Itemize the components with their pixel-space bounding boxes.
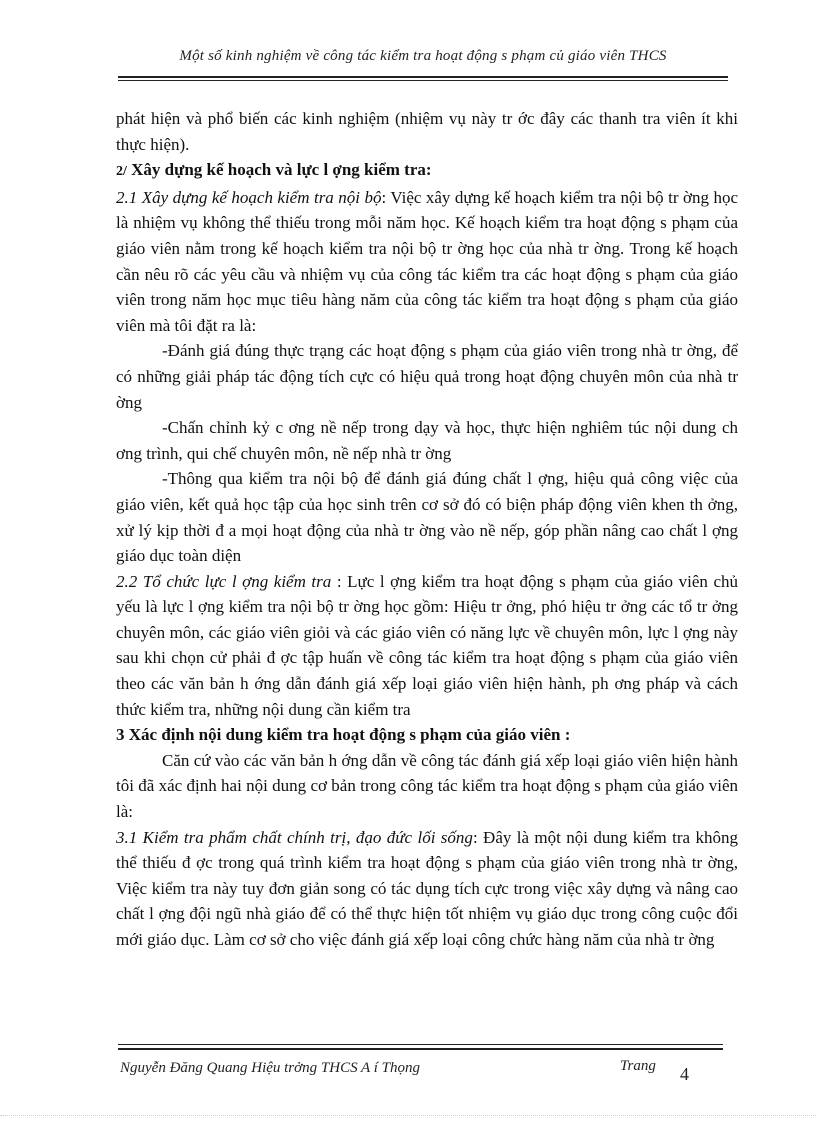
section-heading-3: 3 Xác định nội dung kiểm tra hoạt động s phạm của giáo viên : [116, 725, 571, 745]
paragraph-2-1 [116, 185, 738, 339]
subsection-title-2-2: 2.2 Tổ chức lực l ợng kiểm tra [116, 571, 332, 591]
subsection-body-3-1: : Đây là một nội dung kiểm tra không thể thiếu đ ợc trong quá trình kiểm tra hoạt động s phạm của giáo viên trong nhà tr ờng, Việc kiểm tra này tuy đơn giản song có tác dụng tích cực trong việc xây dựng và nâng cao chất l ợng đội ngũ nhà giáo để có thể thực hiện tốt nhiệm vụ giáo dục trong công cuộc đổi mới giáo dục. Làm cơ sở cho việc đánh giá xếp loại công chức hàng năm của nhà tr ờng [116, 827, 739, 949]
section-heading-text: Xây dựng kế hoạch và lực l ợng kiểm tra: [131, 160, 432, 180]
bullet-item-2: -Chấn chỉnh kỷ c ơng nề nếp trong dạy và học, thực hiện nghiêm túc nội dung ch ơng trình, qui chế chuyên môn, nề nếp nhà tr ờng [116, 418, 738, 463]
footer-rule-thick [118, 1048, 723, 1050]
header-rule [118, 76, 728, 78]
bullet-item-3: -Thông qua kiểm tra nội bộ để đánh giá đúng chất l ợng, hiệu quả công việc của giáo viên, kết quả học tập của học sinh trên cơ sở đó có biện pháp động viên khen th ởng, xử lý kịp thời đ a mọi hoạt động của nhà tr ờng vào nề nếp, góp phần nâng cao chất l ợng giáo dục toàn diện [116, 469, 738, 566]
paragraph-intro: phát hiện và phổ biến các kinh nghiệm (nhiệm vụ này tr ớc đây các thanh tra viên ít khi thực hiện). [116, 109, 738, 154]
subsection-title-3-1: 3.1 Kiểm tra phẩm chất chính trị, đạo đức lối sống [116, 827, 473, 847]
footer-rule [118, 1044, 723, 1045]
paragraph-3: Căn cứ vào các văn bản h ớng dẫn về công tác đánh giá xếp loại giáo viên hiện hành tôi đã xác định hai nội dung cơ bản trong công tác kiểm tra hoạt động s phạm của giáo viên là: [116, 750, 738, 822]
subsection-body-2-2: : Lực l ợng kiểm tra hoạt động s phạm của giáo viên chủ yếu là lực l ợng kiểm tra nội bộ tr ờng học gồm: Hiệu tr ởng, phó hiệu tr ởng các tổ tr ởng chuyên môn, các giáo viên giỏi và các giáo viên có năng lực về chuyên môn, lực l ợng này sau khi chọn cử phải đ ợc tập huấn về công tác kiểm tra hoạt động s phạm của giáo viên theo các văn bản h ớng dẫn đánh giá xếp loại giáo viên hiện hành, ph ơng pháp và cách thức kiểm tra, những nội dung cần kiểm tra [116, 571, 738, 719]
page-header-title: Một số kinh nghiệm về công tác kiểm tra hoạt động s phạm củ giáo viên THCS [179, 48, 667, 64]
section-heading-2 [116, 157, 738, 185]
paragraph-3-1 [116, 825, 738, 953]
subsection-body-2-1: : Việc xây dựng kế hoạch kiểm tra nội bộ tr ờng học là nhiệm vụ không thể thiếu trong mỗi năm học. Kế hoạch kiểm tra hoạt động s phạm của giáo viên nằm trong kế hoạch kiểm tra nội bộ tr ờng học của nhà tr ờng. Trong kế hoạch cần nêu rõ các yêu cầu và nhiệm vụ của công tác kiểm tra các hoạt động s phạm của giáo viên trong năm học mục tiêu hàng năm của công tác kiểm tra hoạt động s phạm của giáo viên mà tôi đặt ra là: [116, 187, 738, 335]
footer-page-number: 4 [680, 1064, 689, 1084]
bullet-item-1: -Đánh giá đúng thực trạng các hoạt động s phạm của giáo viên trong nhà tr ờng, để có những giải pháp tác động tích cực có hiệu quả trong hoạt động chuyên môn của nhà tr ờng [116, 341, 738, 412]
section-number: 2/ [116, 164, 127, 180]
subsection-title-2-1: 2.1 Xây dựng kế hoạch kiểm tra nội bộ [116, 187, 382, 207]
footer-page-label: Trang [620, 1058, 656, 1074]
header-rule-thin [118, 80, 728, 81]
paragraph-2-2 [116, 569, 738, 723]
page-boundary [0, 1115, 816, 1116]
document-body [116, 106, 738, 953]
footer-author: Nguyễn Đăng Quang Hiệu trởng THCS A í Thọng [120, 1060, 420, 1076]
